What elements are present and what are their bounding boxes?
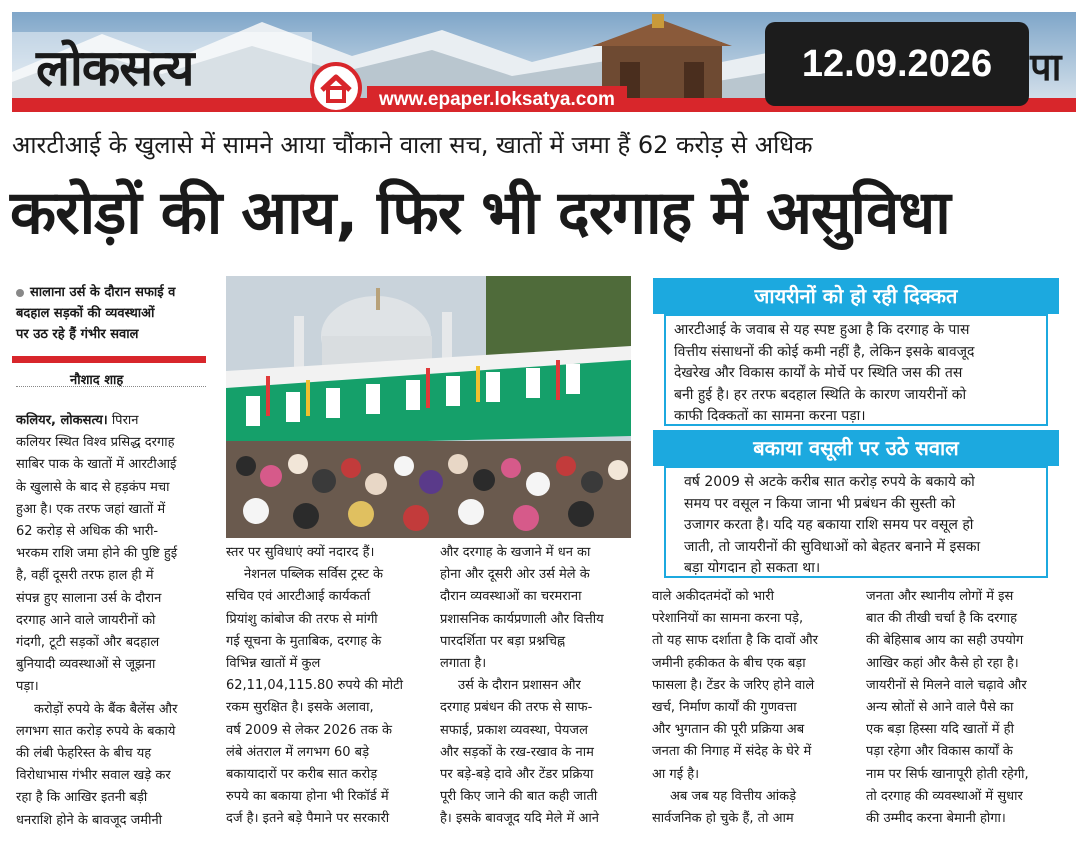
newspaper-logo: लोकसत्य	[36, 38, 194, 97]
epaper-url: www.epaper.loksatya.com	[367, 86, 627, 112]
text-line: आ गई है।	[652, 766, 700, 782]
text-line: सफाई, प्रकाश व्यवस्था, पेयजल	[440, 722, 588, 738]
sidebar-box-2-title: बकाया वसूली पर उठे सवाल	[653, 430, 1059, 466]
text-line: की बेहिसाब आय का सही उपयोग	[866, 633, 1024, 649]
text-line: साबिर पाक के खातों में आरटीआई	[16, 457, 177, 473]
text-line: जमीनी हकीकत के बीच एक बड़ा	[652, 655, 806, 671]
kicker-headline: आरटीआई के खुलासे में सामने आया चौंकाने वाला सच, खातों में जमा हैं 62 करोड़ से अधिक	[12, 131, 813, 159]
text-line: आरटीआई के जवाब से यह स्पष्ट हुआ है कि दरगाह के पास	[674, 322, 970, 338]
text-line: वर्ष 2009 से अटके करीब सात करोड़ रुपये के बकाये को	[684, 474, 975, 490]
bullet-icon	[16, 289, 24, 297]
text-line: रुपये का बकाया होना भी रिकॉर्ड में	[226, 789, 389, 805]
text-line: और दरगाह के खजाने में धन का	[440, 545, 591, 560]
text-line: गंदगी, टूटी सड़कों और बदहाल	[16, 635, 160, 651]
article-column-2	[226, 542, 422, 831]
home-icon	[310, 62, 362, 112]
text-line: पर बड़े-बड़े दावे और टेंडर प्रक्रिया	[440, 767, 594, 783]
text-line: बड़ा योगदान हो सकता था।	[684, 560, 821, 576]
text-line: काफी दिक्कतों का सामना करना पड़ा।	[674, 408, 866, 424]
text-line: लगभग सात करोड़ रुपये के बकाये	[16, 723, 176, 739]
text-line: जनता की निगाह में संदेह के घेरे में	[652, 744, 812, 760]
dateline: कलियर, लोकसत्य।	[16, 413, 108, 428]
article-paragraph-cont	[16, 721, 208, 832]
text-line: तो दरगाह की व्यवस्थाओं में सुधार	[866, 788, 1023, 804]
text-line: 62,11,04,115.80 रुपये की मोटी	[226, 678, 404, 694]
byline-divider	[16, 386, 206, 387]
text-line: करोड़ों रुपये के बैंक बैलेंस और	[34, 701, 178, 717]
sidebar-box-2	[664, 466, 1048, 578]
dargah-photo	[226, 276, 631, 538]
article-column-3	[440, 542, 634, 831]
highlight-box	[16, 282, 206, 345]
text-line: उर्स के दौरान प्रशासन और	[458, 678, 581, 694]
text-line: नाम पर सिर्फ खानापूरी होती रहेगी,	[866, 766, 1029, 782]
text-line: विरोधाभास गंभीर सवाल खड़े कर	[16, 768, 171, 784]
text-line: खर्च, निर्माण कार्यों की गुणवत्ता	[652, 700, 797, 716]
text-line: वित्तीय संसाधनों की कोई कमी नहीं है, लेकिन इसके बावजूद	[674, 343, 975, 360]
article-column-1	[16, 410, 208, 832]
text-line: सचिव एवं आरटीआई कार्यकर्ता	[226, 589, 371, 605]
text-line: लगाता है।	[440, 656, 487, 672]
article-paragraph: कलियर, लोकसत्य। पिरान	[16, 413, 139, 428]
text-line: सार्वजनिक हो चुके हैं, तो आम	[652, 811, 794, 827]
sidebar-box-1	[664, 314, 1048, 426]
article-paragraph	[16, 699, 208, 721]
text-line: जाती, तो जायरीनों की सुविधाओं को बेहतर बनाने में इसका	[684, 538, 981, 555]
text-line: देखरेख और विकास कार्यों के मोर्चे पर स्थिति जस की तस	[674, 365, 963, 381]
text-line: प्रशासनिक कार्यप्रणाली और वित्तीय	[440, 611, 604, 627]
text-line: रहा है कि आखिर इतनी बड़ी	[16, 790, 148, 806]
highlight-line: सालाना उर्स के दौरान सफाई व	[16, 282, 206, 303]
text-line: कलियर स्थित विश्व प्रसिद्ध दरगाह	[16, 435, 175, 451]
text-line: गई सूचना के मुताबिक, दरगाह के	[226, 633, 382, 649]
text-line: फासला है। टेंडर के जरिए होने वाले	[652, 677, 815, 693]
text-line: जायरीनों से मिलने वाले चढ़ावे और	[866, 677, 1027, 693]
text-line: दरगाह आने वाले जायरीनों को	[16, 612, 156, 628]
text-line: 62 करोड़ से अधिक की भारी-	[16, 524, 159, 540]
page-label-fragment: पा	[1030, 45, 1062, 89]
text-line: लंबे अंतराल में लगभग 60 बड़े	[226, 744, 370, 760]
text-line: बुनियादी व्यवस्थाओं से जूझना	[16, 657, 156, 673]
article-column-5	[866, 586, 1066, 830]
main-headline: करोड़ों की आय, फिर भी दरगाह में असुविधा	[10, 178, 950, 248]
text-line: और भुगतान की पूरी प्रक्रिया अब	[652, 722, 805, 738]
text-line: पड़ा।	[16, 679, 39, 695]
byline: नौशाद शाह	[70, 373, 124, 388]
text-line: स्तर पर सुविधाएं क्यों नदारद हैं।	[226, 545, 375, 560]
text-line: पूरी किए जाने की बात कही जाती	[440, 789, 598, 805]
text-line: बात की तीखी चर्चा है कि दरगाह	[866, 611, 1018, 627]
article-column-4	[652, 586, 848, 830]
text-line: जनता और स्थानीय लोगों में इस	[866, 589, 1014, 604]
text-line: की उम्मीद करना बेमानी होगा।	[866, 811, 1006, 827]
text-line: अन्य स्रोतों से आने वाले पैसे का	[866, 700, 1014, 716]
text-line: परेशानियों का सामना करना पड़े,	[652, 611, 804, 627]
text-line: और सड़कों के रख-रखाव के नाम	[440, 744, 594, 760]
text-line: के खुलासे के बाद से हड़कंप मचा	[16, 479, 170, 495]
text-line: भरकम राशि जमा होने की पुष्टि हुई	[16, 546, 178, 562]
text-line: संपन्न हुए सालाना उर्स के दौरान	[16, 590, 162, 606]
text-line: रकम सुरक्षित है। इसके अलावा,	[226, 700, 374, 716]
text-line: आखिर कहां और कैसे हो रहा है।	[866, 655, 1019, 671]
highlight-line: बदहाल सड़कों की व्यवस्थाओं	[16, 306, 155, 321]
text-line: की लंबी फेहरिस्त के बीच यह	[16, 746, 152, 762]
text-line: धनराशि होने के बावजूद जमीनी	[16, 812, 163, 828]
text-line: पारदर्शिता पर बड़ा प्रश्नचिह्न	[440, 633, 566, 649]
text-line: होना और दूसरी ओर उर्स मेले के	[440, 567, 590, 583]
text-line: प्रियांशु कांबोज की तरफ से मांगी	[226, 611, 378, 627]
sidebar-box-1-title: जायरीनों को हो रही दिक्कत	[653, 278, 1059, 314]
text-line: हुआ है। एक तरफ जहां खातों में	[16, 501, 166, 517]
text-line: दौरान व्यवस्थाओं का चरमराना	[440, 589, 582, 605]
text-line: पड़ा रहेगा और विकास कार्यों के	[866, 744, 1013, 760]
article-paragraph	[16, 432, 208, 698]
text-line: बनी हुई है। हर तरफ बदहाल स्थिति के कारण जायरीनों को	[674, 386, 967, 403]
text-line: उजागर करता है। यदि यह बकाया राशि समय पर वसूल हो	[684, 517, 974, 533]
text-line: एक बड़ा हिस्सा यदि खातों में ही	[866, 722, 1014, 738]
text-line: अब जब यह वित्तीय आंकड़े	[670, 788, 797, 804]
text-line: है, वहीं दूसरी तरफ हाल ही में	[16, 568, 154, 584]
highlight-line: पर उठ रहे हैं गंभीर सवाल	[16, 327, 139, 342]
date-badge: 12.09.2026	[765, 22, 1029, 106]
text-line: बकायादारों पर करीब सात करोड़	[226, 767, 378, 783]
highlight-divider	[12, 356, 206, 363]
text-line: वर्ष 2009 से लेकर 2026 तक के	[226, 722, 392, 738]
text-line: नेशनल पब्लिक सर्विस ट्रस्ट के	[244, 567, 383, 583]
text-line: है। इसके बावजूद यदि मेले में आने	[440, 811, 600, 827]
text-line: दरगाह प्रबंधन की तरफ से साफ-	[440, 700, 593, 716]
text-line: तो यह साफ दर्शाता है कि दावों और	[652, 633, 818, 649]
text-line: विभिन्न खातों में कुल	[226, 656, 321, 672]
text-line: वाले अकीदतमंदों को भारी	[652, 589, 774, 604]
text-line: समय पर वसूल न किया जाना भी प्रबंधन की सुस्ती को	[684, 495, 956, 512]
text-line: दर्ज है। इतने बड़े पैमाने पर सरकारी	[226, 811, 390, 827]
